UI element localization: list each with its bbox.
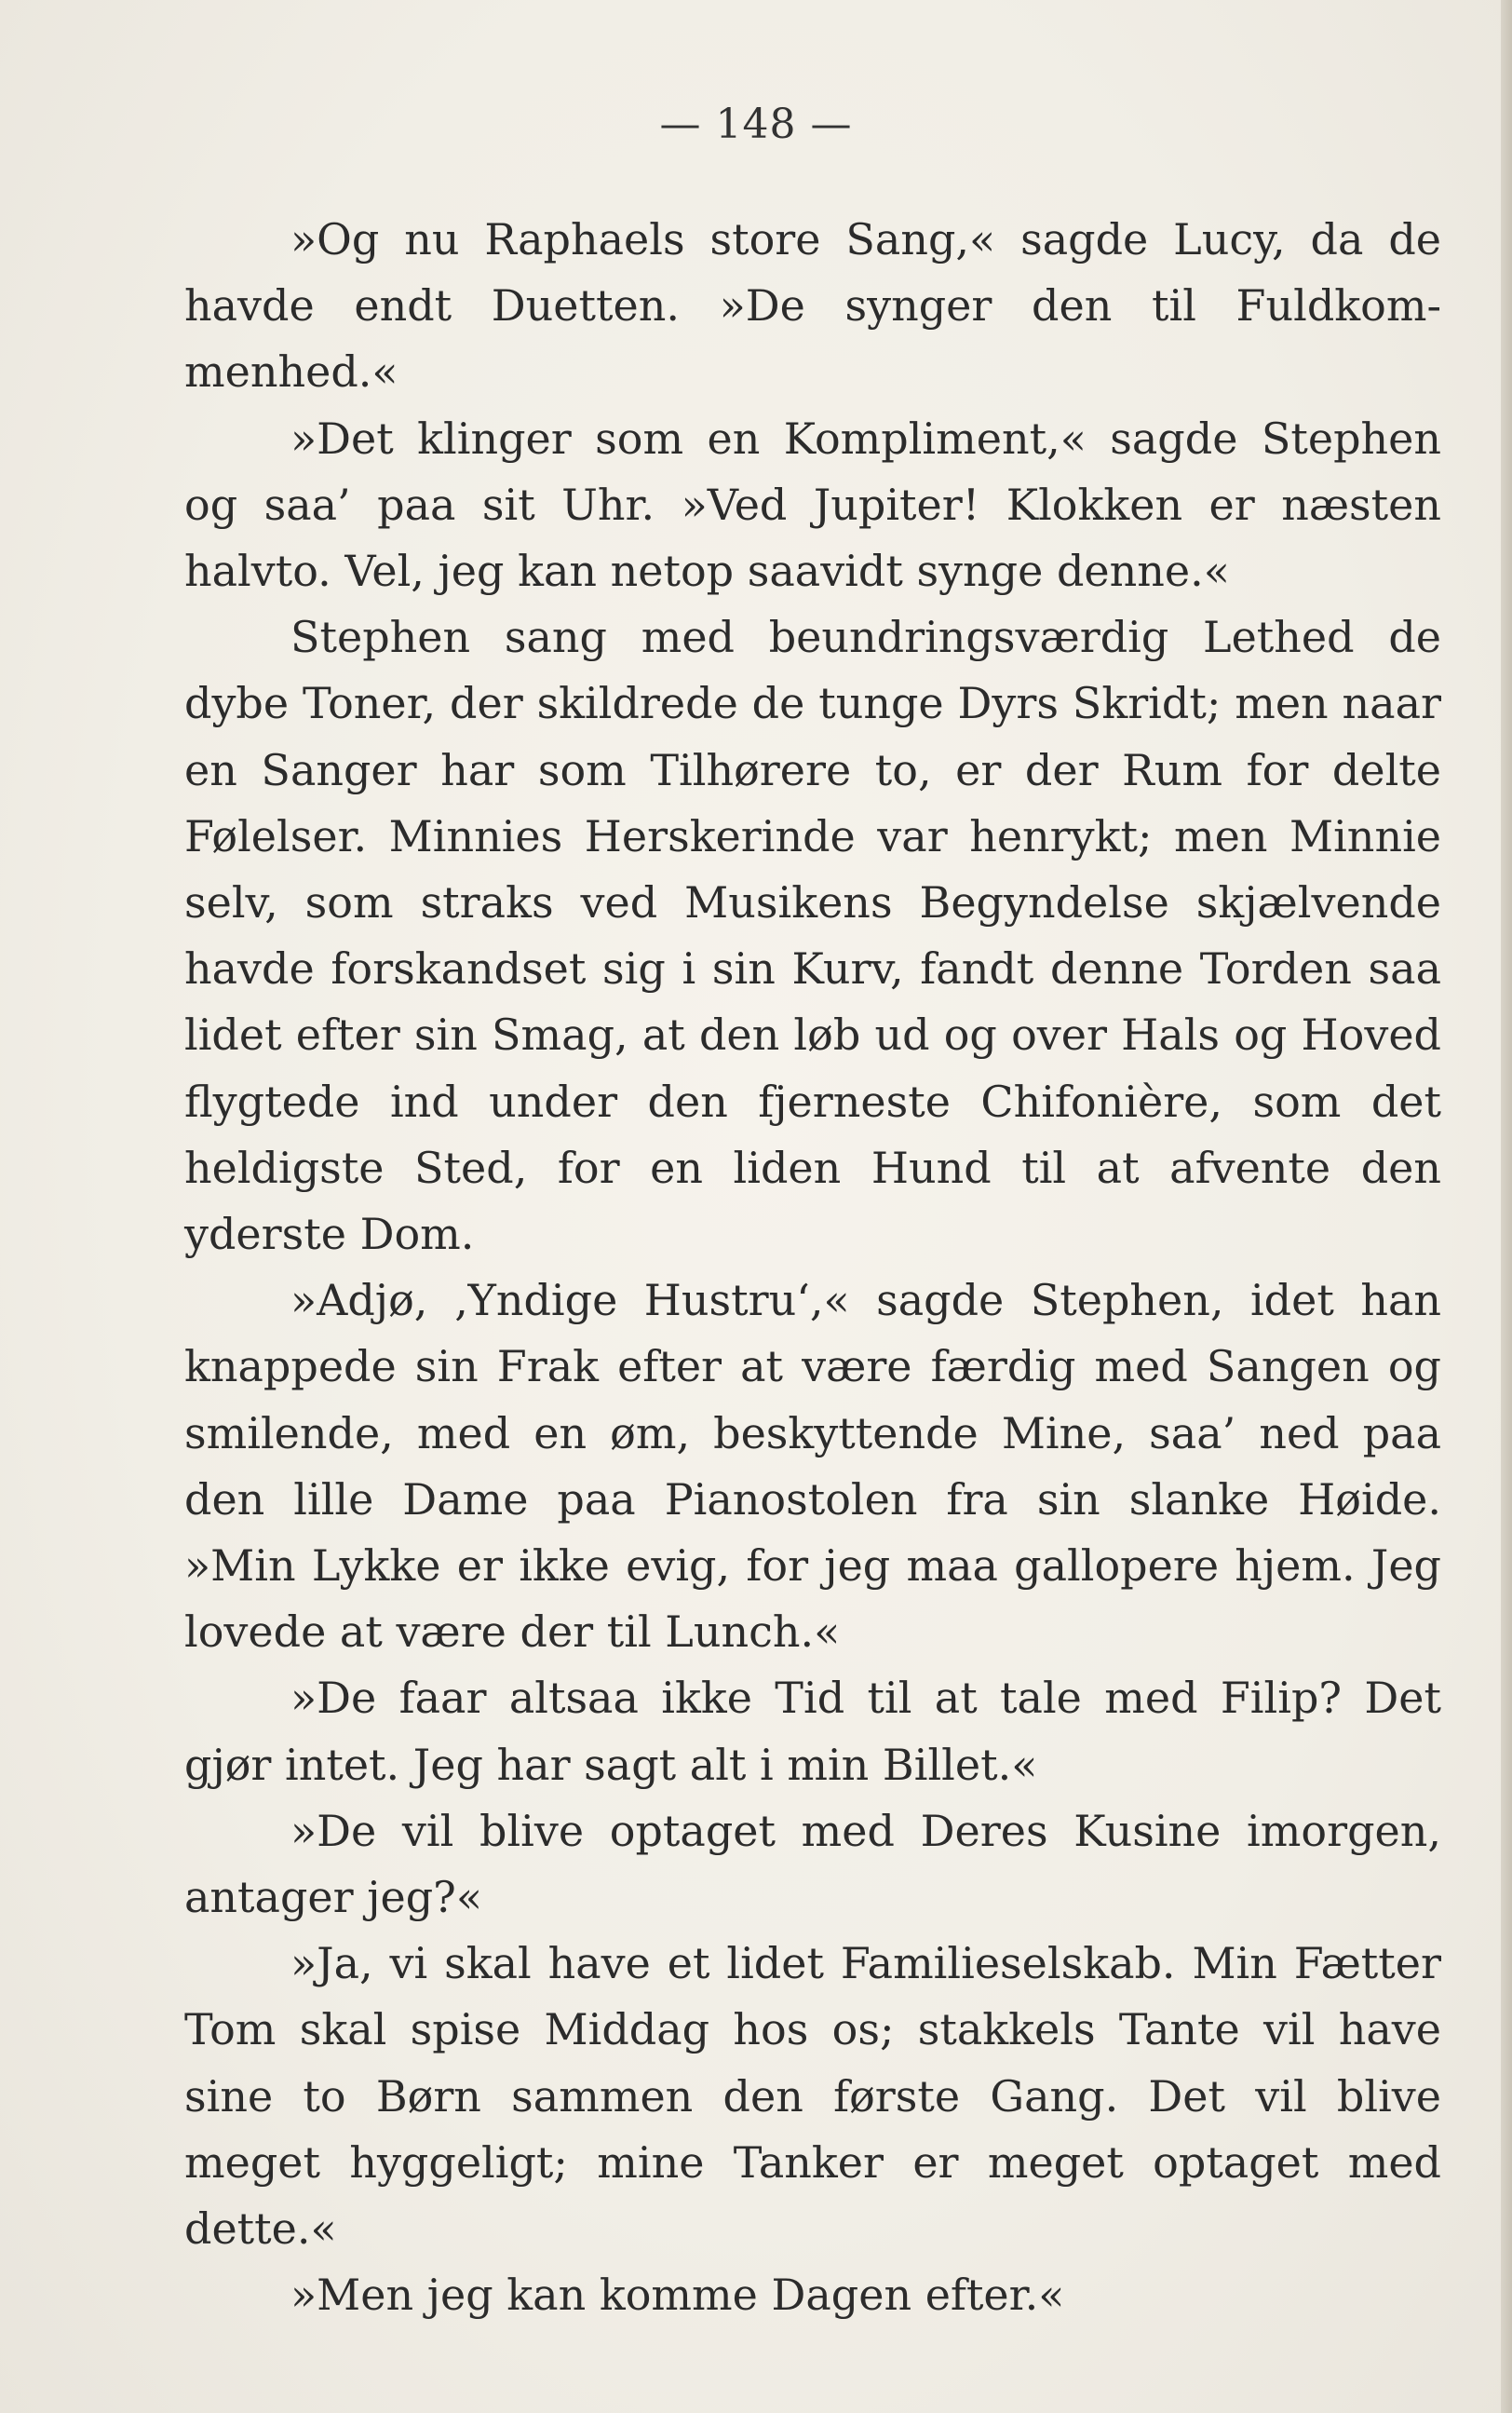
body-text <box>184 207 1441 2329</box>
page-number: — 148 — <box>659 101 853 148</box>
page-edge-shadow <box>1501 0 1512 2413</box>
paragraph: »Det klinger som en Kompliment,« sagde Stephen og saa’ paa sit Uhr. »Ved Jupiter! Klokken er næsten halvto. Vel, jeg kan netop saavidt synge denne.« <box>184 413 1441 597</box>
paragraph: »Adjø, ‚Yndige Hustru‘,« sagde Stephen, idet han knappede sin Frak efter at være færdig med Sangen og smilende, med en øm, beskyttende Mine, saa’ ned paa den lille Dame paa Pianostolen fra sin slanke Høide. »Min Lykke er ikke evig, for jeg maa gallopere hjem. Jeg lovede at være der til Lunch.« <box>184 1275 1441 1658</box>
paragraph: »De faar altsaa ikke Tid til at tale med Filip? Det gjør intet. Jeg har sagt alt i min Billet.« <box>184 1673 1441 1790</box>
paragraph: Stephen sang med beundringsværdig Lethed de dybe Toner, der skildrede de tunge Dyrs Skridt; men naar en Sanger har som Tilhørere to, er der Rum for delte Følelser. Minnies Herskerinde var henrykt; men Minnie selv, som straks ved Musikens Begyndelse skjælvende havde forskandset sig i sin Kurv, fandt denne Torden saa lidet efter sin Smag, at den løb ud og over Hals og Hoved flygtede ind under den fjerneste Chifonière, som det heldigste Sted, for en liden Hund til at afvente den yderste Dom. <box>184 612 1441 1260</box>
paragraph: »Men jeg kan komme Dagen efter.« <box>290 2270 1065 2321</box>
paragraph: »Og nu Raphaels store Sang,« sagde Lucy, da de havde endt Duetten. »De synger den til Fuldkommenhed.« <box>184 214 1441 398</box>
paragraph: »De vil blive optaget med Deres Kusine imorgen, antager jeg?« <box>184 1805 1441 1923</box>
paragraph: »Ja, vi skal have et lidet Familieselskab. Min Fætter Tom skal spise Middag hos os; stakkels Tante vil have sine to Børn sammen den første Gang. Det vil blive meget hyggeligt; mine Tanker er meget optaget med dette.« <box>184 1938 1441 2255</box>
